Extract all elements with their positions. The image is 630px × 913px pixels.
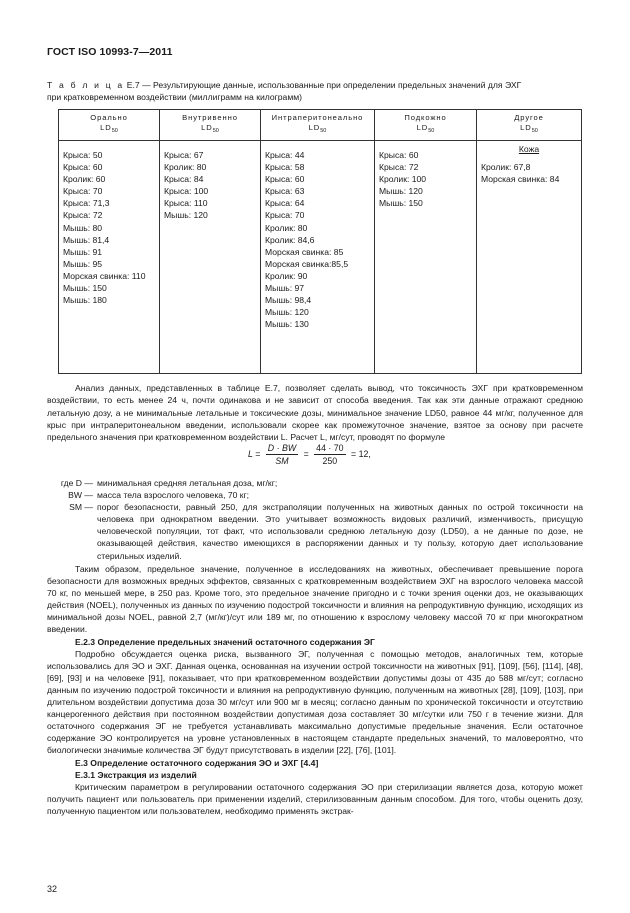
table-cell-entry: Мышь: 98,4 (265, 295, 312, 306)
header-oral: Орально $LD_{50}$ (59, 110, 160, 141)
table-cell-entry: Крыса: 72 (379, 162, 419, 173)
formula-definitions (47, 477, 583, 562)
header-sc: Подкожно $LD_{50}$ (375, 110, 477, 141)
table-cell-entry: Мышь: 150 (379, 198, 423, 209)
cell-other-title: Кожа (518, 144, 540, 154)
table-cell-entry: Крыса: 72 (63, 210, 103, 221)
table-cell-entry: Кролик: 90 (265, 270, 308, 281)
cell-oral (59, 141, 160, 374)
table-cell-entry: Крыса: 100 (164, 186, 209, 197)
heading-e23: Е.2.3 Определение предельных значений остаточного содержания ЭГ (75, 636, 375, 647)
table-cell-entry: Крыса: 67 (164, 150, 204, 160)
table-cell-entry: Мышь: 120 (265, 307, 309, 318)
table-cell-entry: Крыса: 50 (63, 150, 103, 160)
table-cell-entry: Мышь: 120 (164, 210, 208, 221)
table-cell-entry: Крыса: 60 (63, 162, 103, 173)
table-cell-entry: Мышь: 97 (265, 283, 305, 294)
table-cell-entry: Кролик: 80 (265, 222, 308, 233)
paragraph-4: Критическим параметром в регулировании остаточного содержания ЭО при стерилизации является доза, которую может получить пациент или пользователь при применении изделий, стерилизованным данным способом. Для того, чтобы оценить дозу, полученную пациентом или пользователем, необходимо применять экстрак- (47, 781, 583, 816)
table-caption-line1: Е.7 — Результирующие данные, использованные при определении предельных значений для ЭХГ (124, 80, 522, 90)
definition-row: BW — масса тела взрослого человека, 70 кг; (68, 490, 250, 501)
table-cell-entry: Крыса: 70 (265, 210, 305, 221)
table-cell-entry: Морская свинка: 85 (265, 246, 344, 257)
definition-row: где D — минимальная средняя летальная доза, мг/кг; (60, 478, 278, 488)
table-cell-entry: Крыса: 64 (265, 198, 305, 209)
cell-other-list (481, 161, 577, 185)
table-cell-entry: Мышь: 81,4 (63, 234, 110, 245)
formula: L = $\frac{D \cdot BW}{SM}$ = $\frac{44 \cdot 70}{250}$ = 12, (248, 443, 371, 466)
table-cell-entry: Крыса: 71,3 (63, 198, 110, 209)
table-cell-entry: Мышь: 80 (63, 222, 103, 233)
header-other: Другое $LD_{50}$ (477, 110, 582, 141)
table-caption (47, 80, 583, 103)
table-cell-entry: Кролик: 80 (164, 162, 207, 173)
header-iv: Внутривенно $LD_{50}$ (160, 110, 261, 141)
table-cell-entry: Крыса: 63 (265, 186, 305, 197)
table-cell-entry: Мышь: 91 (63, 246, 103, 257)
table-cell-entry: Мышь: 150 (63, 283, 107, 294)
table-cell-entry: Мышь: 120 (379, 186, 423, 197)
page-number: 32 (47, 884, 58, 894)
table-cell-entry: Крыса: 60 (265, 174, 305, 185)
table-cell-entry: Крыса: 58 (265, 162, 305, 173)
header-ip: Интраперитонеально $LD_{50}$ (261, 110, 375, 141)
heading-e3: Е.3 Определение остаточного содержания ЭО и ЭХГ [4.4] (75, 757, 319, 768)
table-cell-entry: Морская свинка:85,5 (265, 258, 349, 269)
cell-ip (261, 141, 375, 374)
table-cell-entry: Мышь: 180 (63, 295, 107, 306)
table-caption-lead: Т а б л и ц а (47, 80, 125, 90)
fraction-symbolic: $\frac{D \cdot BW}{SM}$ (267, 443, 297, 466)
table-cell-entry: Крыса: 60 (379, 150, 419, 160)
table-data-row (59, 141, 582, 374)
table-header-row (59, 110, 582, 141)
table-cell-entry: Кролик: 100 (379, 174, 427, 185)
table-cell-entry: Кролик: 60 (63, 174, 106, 185)
definition-row: SM — порог безопасности, равный 250, для экстраполяции полученных на животных данных по острой токсичности на человека при однократном введении. Это учитывает возможность видовых различий, изменчивость, присущую человеческой популяции, тот факт, что использовали среднюю летальную дозу (LD50), а не данные по дозе, не оказывающей действия, качество имеющихся в распоряжении данных и ту пользу, которую дает использование стерильных изделий. (69, 502, 583, 561)
paragraph-2: Таким образом, предельное значение, полученное в исследованиях на животных, обеспечивает превышение порога безопасности для возможных вредных эффектов, связанных с кратковременным воздействием ЭХГ на взрослого человека массой 70 кг, по меньшей мере, в 250 раз. Кроме того, это предельное значение пригодно и с точки зрения оценки доз, не оказывающих действия (NOEL), полученных из данных по изучению подострой токсичности и влияния на репродуктивную функцию, исходящих из минимальной дозы NOEL, равной 2,7 (мг/кг)/сут или 189 мг, по отношению к взрослому человеку массой 70 кг при многократном введении. (47, 564, 583, 635)
cell-sc (375, 141, 477, 374)
cell-other (477, 141, 582, 374)
ld50-table (58, 109, 582, 374)
document-header: ГОСТ ISO 10993-7—2011 (47, 46, 173, 58)
paragraph-analysis (47, 382, 583, 443)
table-cell-entry: Кролик: 67,8 (481, 162, 531, 173)
paragraph-3: Подробно обсуждается оценка риска, вызванного ЭГ, полученная с помощью методов, аналогичных тем, которые использовались для ЭО и ЭХГ. Данная оценка, основанная на изучении острой токсичности на животных [91], [109], [56], [114], [48], [69], [93] и на человеке [91], показывает, что при кратковременном воздействии допустимы дозы от 435 до 588 мг/сут; согласно данным по изучению подострой токсичности и влияния на репродуктивную функцию, полученным на животных [28], [109], [103], при длительном воздействии допустима доза 30 мг/сут или 900 мг в месяц; согласно данным по хронической токсичности и отсутствию канцерогенного действия при постоянном воздействии допустимая доза составляет 30 мг/сутки или 750 г в течение жизни. Для остаточного содержания ЭГ не требуется устанавливать максимально допустимые предельные значения. Если остаточное содержание ЭО контролируется на уровне установленных в настоящем стандарте предельных значений, то маловероятно, что биологически значимые количества ЭГ будут присутствовать в изделии [22], [76], [101]. (47, 648, 583, 756)
table-caption-line2: при кратковременном воздействии (миллиграмм на килограмм) (47, 91, 303, 102)
table-cell-entry: Крыса: 44 (265, 150, 305, 160)
table-cell-entry: Крыса: 110 (164, 198, 208, 209)
document-body-rest (47, 563, 583, 817)
fraction-numeric: $\frac{44 \cdot 70}{250}$ (316, 443, 344, 466)
heading-e31: Е.3.1 Экстракция из изделий (75, 769, 197, 780)
table-cell-entry: Крыса: 70 (63, 186, 103, 197)
cell-iv (160, 141, 261, 374)
table-cell-entry: Морская свинка: 84 (481, 174, 560, 185)
table-cell-entry: Морская свинка: 110 (63, 270, 146, 281)
table-cell-entry: Мышь: 130 (265, 319, 309, 330)
table-cell-entry: Мышь: 95 (63, 258, 103, 269)
paragraph-1: Анализ данных, представленных в таблице Е.7, позволяет сделать вывод, что токсичность ЭХГ при кратковременном воздействии, то есть менее 24 ч, почти одинакова и не зависит от способа введения. Так как эти данные отражают среднюю летальную дозу, а не минимальные летальные и токсические дозы, минимальное значение LD50, равное 44 мг/кг, полученное для крыс при интраперитонеальном введении, использовали скорее как промежуточное значение, взятое за основу при расчете предельного значения при кратковременном воздействии L. Расчет L, мг/сут, проводят по формуле (47, 383, 583, 443)
table-cell-entry: Кролик: 84,6 (265, 234, 315, 245)
table-cell-entry: Крыса: 84 (164, 174, 204, 185)
